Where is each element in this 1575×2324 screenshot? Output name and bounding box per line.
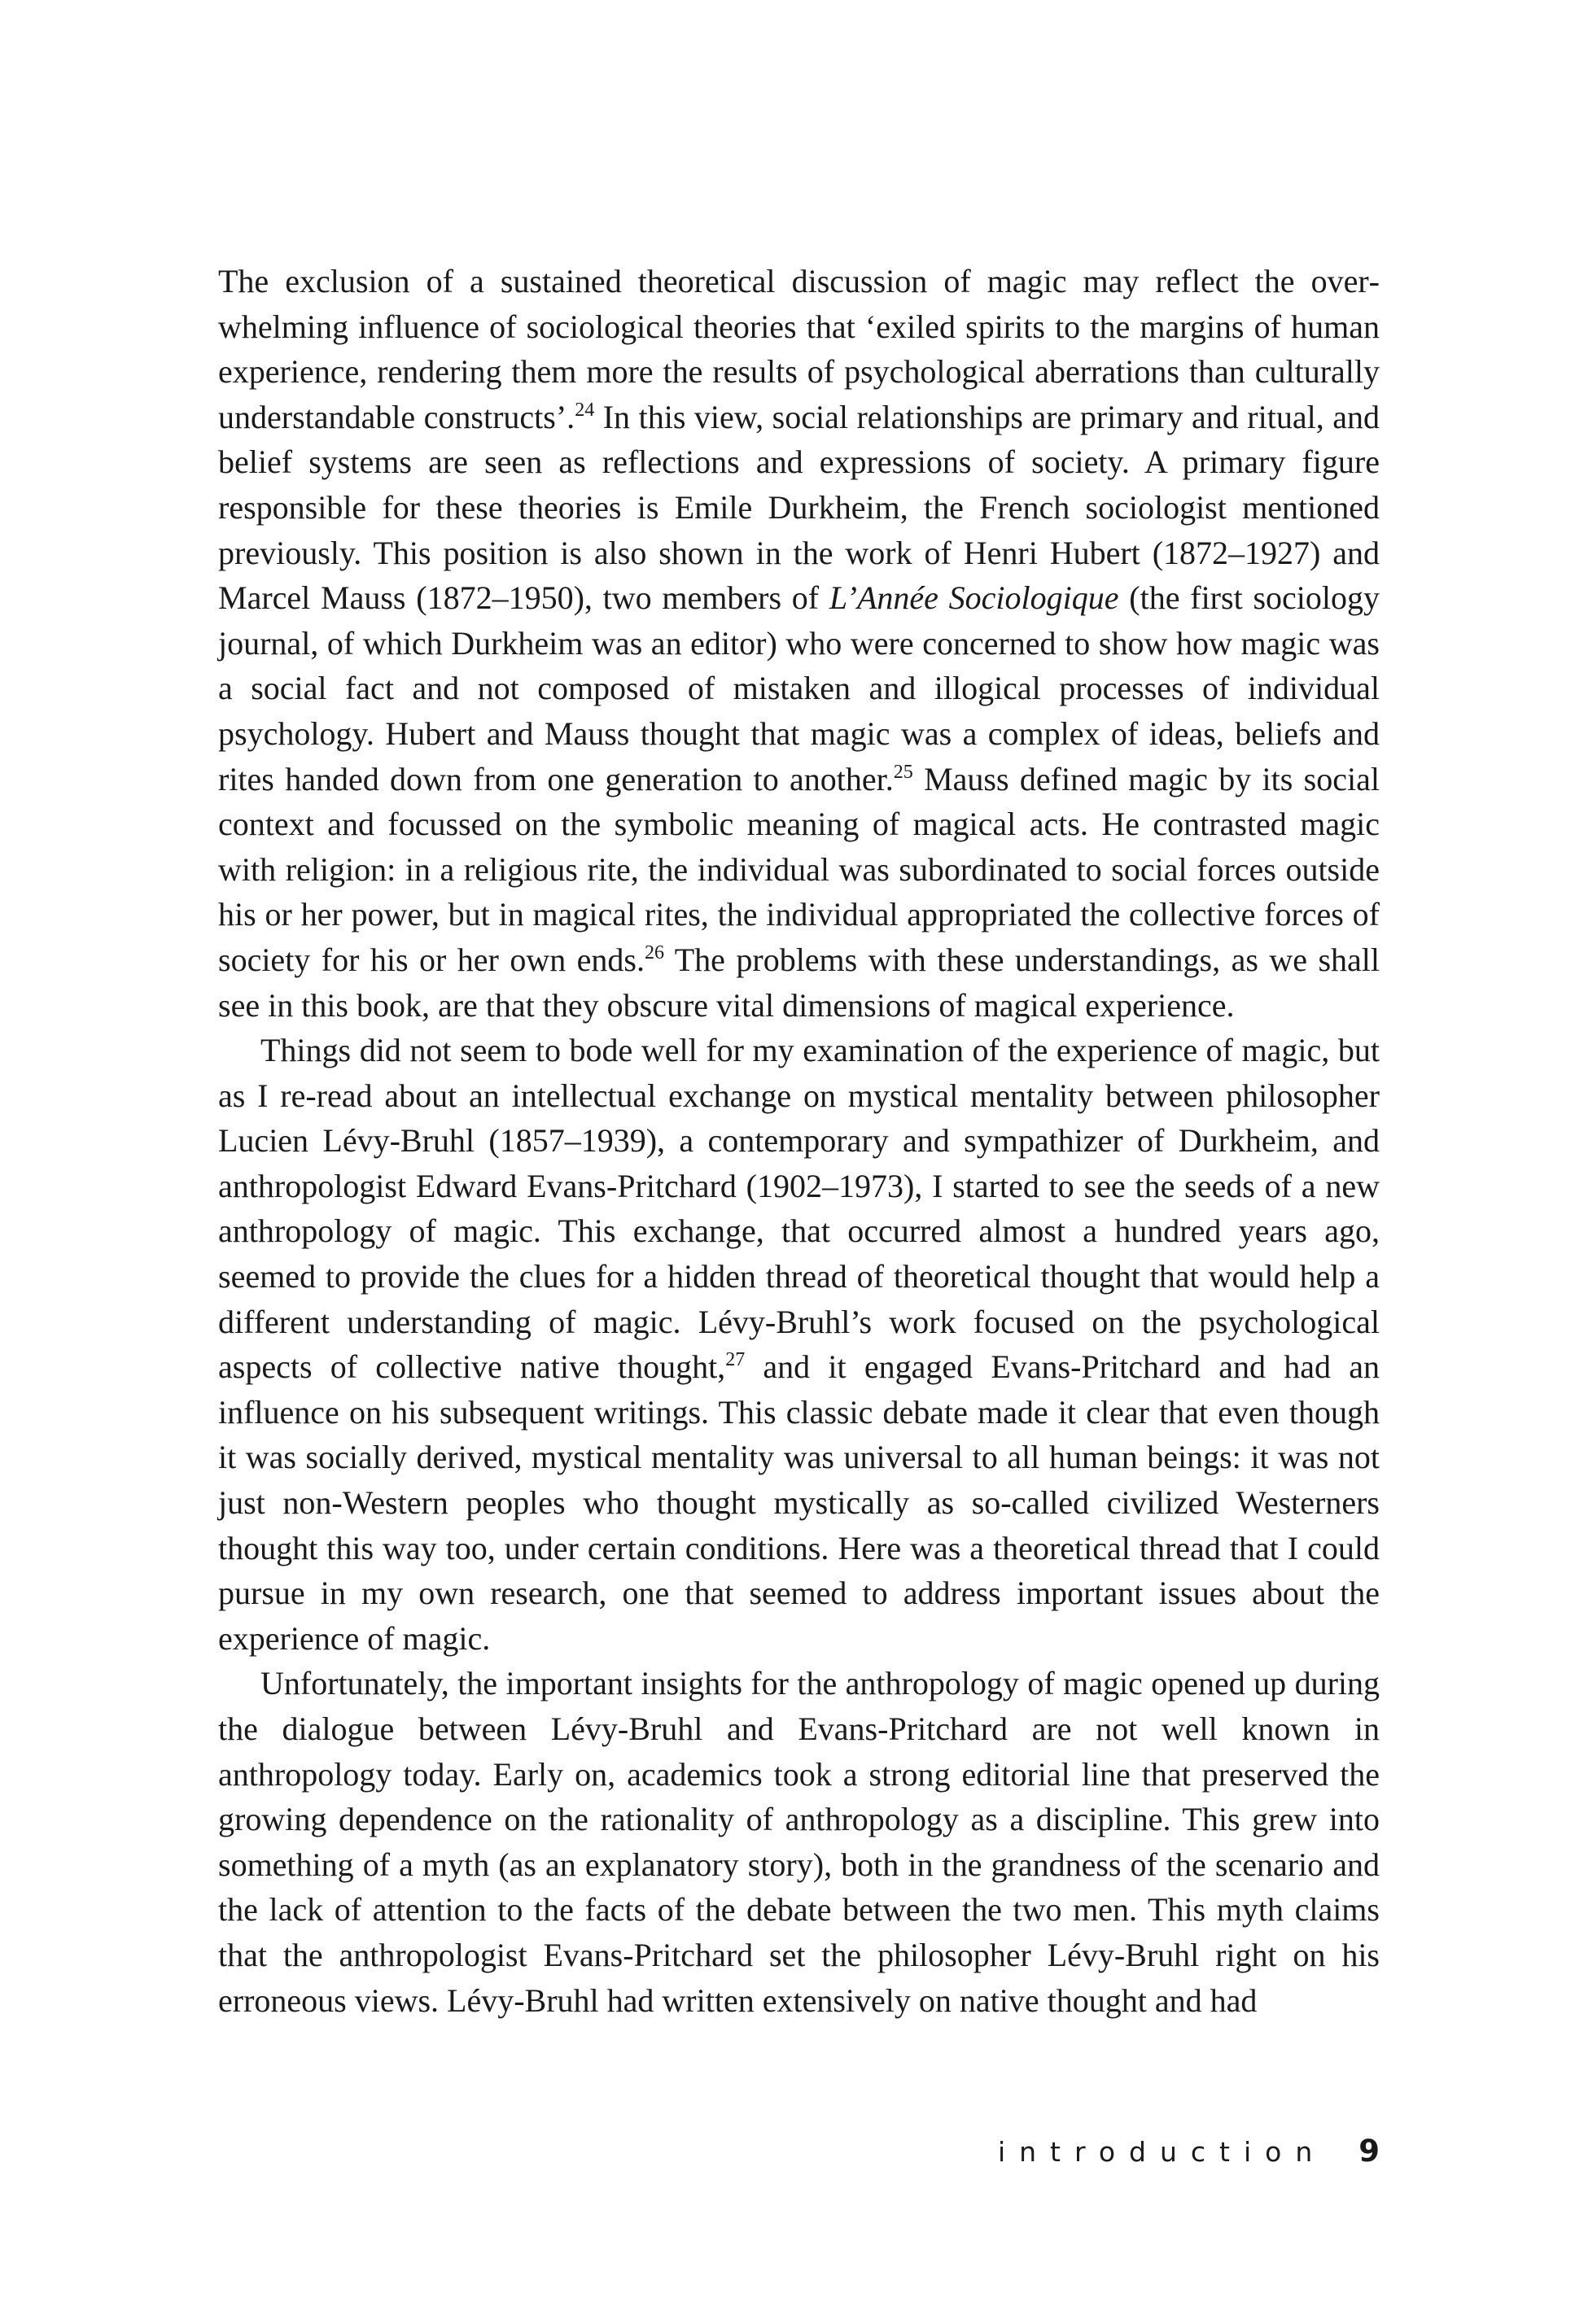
running-head: introduction	[997, 2136, 1327, 2168]
text-run: In this view, social relationships are primary and ritual, and belief systems are seen as reflections and expressions of society. A primary figure responsible for these theories is Emile Durkheim, the French sociologist mentioned previously. This position is also shown in the work of Henri Hubert (1872–1927) and Marcel Mauss (1872–1950), two members of	[218, 398, 1380, 617]
page-footer	[998, 2134, 1380, 2169]
footnote-ref-25: 25	[893, 761, 913, 783]
text-run: Mauss defined magic by its social context and focussed on the symbolic meaning of magical acts. He contrasted magic with religion: in a religious rite, the individual was subordinated to social forces outside his or her power, but in magical rites, the individual appropriated the collective forces of society for his or her own ends.	[218, 760, 1380, 978]
footnote-ref-27: 27	[725, 1349, 746, 1371]
text-run: and it engaged Evans-Pritchard and had an influence on his subsequent writings. This classic debate made it clear that even though it was socially derived, mystical mentality was universal to all human beings: it was not just non-Western peoples who thought mystically as so-called civilized Westerners thought this way too, under certain conditions. Here was a theoretical thread that I could pursue in my own research, one that seemed to address important issues about the experience of magic.	[218, 1348, 1380, 1657]
page-number: 9	[1358, 2134, 1380, 2169]
footnote-ref-24: 24	[575, 399, 595, 421]
paragraph-3	[218, 1661, 1380, 2023]
text-run: (the first sociology journal, of which Durkheim was an editor) who were concerned to show how magic was a social fact and not composed of mistaken and illogical processes of individual psychology. Hubert and Mauss thought that magic was a complex of ideas, beliefs and rites handed down from one generation to another.	[218, 579, 1380, 797]
text-run: The exclusion of a sustained theoretical discussion of magic may reflect the overwhelming influence of sociological theories that ‘exiled spirits to the margins of human experience, rendering them more the results of psychological aberrations than culturally understandable constructs’.	[218, 263, 1380, 435]
footnote-ref-26: 26	[644, 941, 664, 963]
paragraph-1	[218, 259, 1380, 1028]
journal-title: L’Année Sociologique	[829, 579, 1119, 617]
paragraph-2	[218, 1028, 1380, 1661]
text-run: Things did not seem to bode well for my examination of the experience of magic, but as I re-read about an intellectual exchange on mystical mentality between philosopher Lucien Lévy-Bruhl (1857–1939), a contemporary and sympathizer of Durkheim, and anthropologist Edward Evans-Pritchard (1902–1973), I started to see the seeds of a new anthropology of magic. This exchange, that occurred almost a hundred years ago, seemed to provide the clues for a hidden thread of theoretical thought that would help a different understanding of magic. Lévy-Bruhl’s work focused on the psychological aspects of collective native thought,	[218, 1032, 1380, 1386]
body-text	[218, 259, 1380, 2023]
text-run: Unfortunately, the important insights for the anthropology of magic opened up during the dialogue between Lévy-Bruhl and Evans-Pritchard are not well known in anthropology today. Early on, academics took a strong editorial line that preserved the growing dependence on the rationality of anthropology as a discipline. This grew into something of a myth (as an explanatory story), both in the grandness of the scenario and the lack of attention to the facts of the debate between the two men. This myth claims that the anthropologist Evans-Pritchard set the philosopher Lévy-Bruhl right on his erroneous views. Lévy-Bruhl had written extensively on native thought and had	[218, 1665, 1380, 2019]
text-run: The problems with these understandings, as we shall see in this book, are that they obscure vital dimensions of magical experience.	[218, 941, 1380, 1024]
